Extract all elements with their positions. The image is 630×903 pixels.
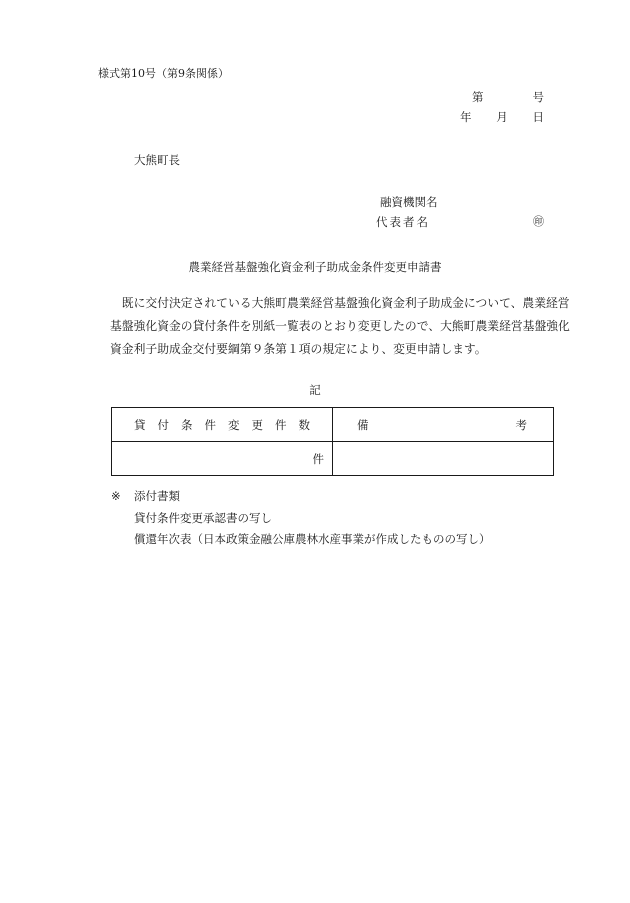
- header-char: 変: [228, 417, 240, 432]
- document-title: 農業経営基盤強化資金利子助成金条件変更申請書: [188, 260, 442, 274]
- date-year: 年: [460, 110, 472, 124]
- header-char: 付: [157, 417, 169, 432]
- header-char: 条: [181, 417, 193, 432]
- note-mark: ※: [111, 489, 121, 503]
- date-day: 日: [532, 110, 544, 124]
- addressee: 大熊町長: [134, 153, 180, 167]
- seal-mark: ㊞: [533, 215, 544, 228]
- header-char: 件: [275, 417, 287, 432]
- document-date: [460, 110, 544, 124]
- remarks-cell[interactable]: [333, 442, 554, 476]
- header-char: 備: [357, 417, 369, 432]
- header-char: 貸: [134, 417, 146, 432]
- body-line-1: 既に交付決定されている大熊町農業経営基盤強化資金利子助成金について、農業経営: [110, 296, 570, 310]
- table-row: [112, 442, 554, 476]
- body-text: [110, 292, 570, 361]
- count-cell[interactable]: [112, 442, 333, 476]
- header-char: 件: [204, 417, 216, 432]
- date-month: 月: [496, 110, 508, 124]
- ki-heading: 記: [309, 383, 321, 397]
- representative-row: [376, 215, 544, 229]
- doc-number-dai: 第: [472, 90, 484, 104]
- loan-condition-change-count-header: [112, 408, 333, 442]
- attachment-item-2: 償還年次表（日本政策金融公庫農林水産事業が作成したものの写し）: [134, 532, 491, 546]
- body-line-2: 基盤強化資金の貸付条件を別紙一覧表のとおり変更したので、大熊町農業経営基盤強化: [110, 319, 570, 333]
- doc-number-go: 号: [532, 90, 544, 104]
- remarks-header: [333, 408, 554, 442]
- header-char: 考: [515, 417, 527, 432]
- document-number: [472, 90, 544, 104]
- table-header-row: [112, 408, 554, 442]
- attachment-item-1: 貸付条件変更承認書の写し: [134, 511, 272, 525]
- representative-label: 代表者名: [376, 215, 430, 229]
- institution-name-label: 融資機関名: [380, 195, 438, 209]
- count-unit: 件: [312, 451, 324, 466]
- header-char: 更: [251, 417, 263, 432]
- attachments-title: 添付書類: [134, 489, 180, 503]
- conditions-table: [111, 407, 554, 476]
- header-char: 数: [298, 417, 310, 432]
- form-number: 様式第10号（第9条関係）: [98, 67, 229, 80]
- body-line-3: 資金利子助成金交付要綱第９条第１項の規定により、変更申請します。: [110, 342, 487, 356]
